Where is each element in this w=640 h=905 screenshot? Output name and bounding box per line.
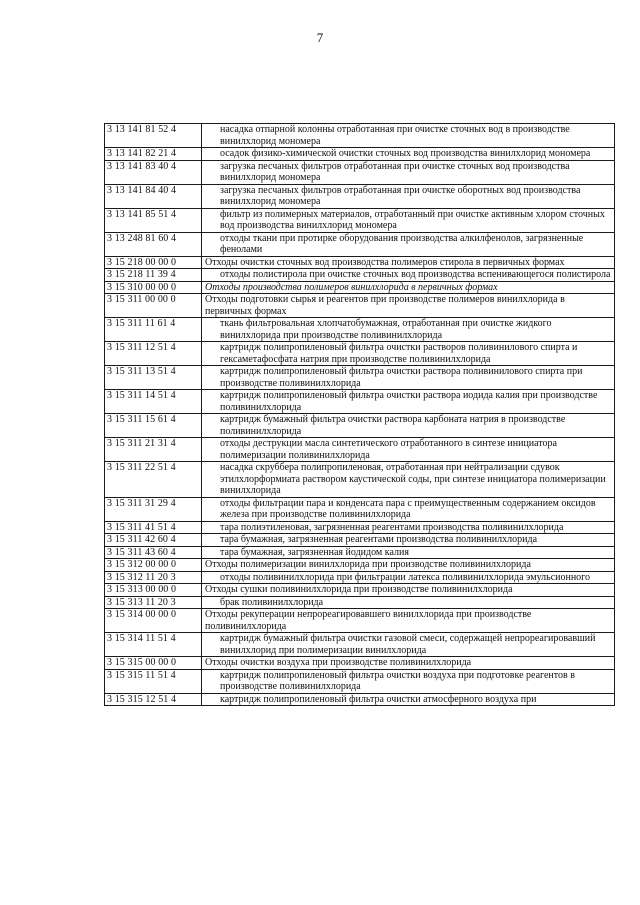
waste-classifier-table (104, 123, 615, 706)
table-row (105, 596, 615, 609)
waste-code-cell: 3 15 315 12 51 4 (105, 693, 202, 706)
waste-description-cell: картридж полипропиленовый фильтра очистки раствора иодида калия при производстве поливинилхлорида (202, 390, 615, 414)
table-row (105, 124, 615, 148)
waste-code-cell: 3 15 218 11 39 4 (105, 269, 202, 282)
waste-description-cell: отходы ткани при протирке оборудования производства алкилфенолов, загрязненные фенолами (202, 232, 615, 256)
waste-description-cell: картридж полипропиленовый фильтра очистки растворов поливинилового спирта и гексаметафосфата натрия при производстве поливинилхлорида (202, 342, 615, 366)
table-row (105, 366, 615, 390)
table-row (105, 462, 615, 498)
table-row (105, 148, 615, 161)
waste-code-cell: 3 15 311 42 60 4 (105, 534, 202, 547)
table-row (105, 584, 615, 597)
table-row (105, 342, 615, 366)
waste-code-cell: 3 13 248 81 60 4 (105, 232, 202, 256)
waste-code-cell: 3 15 315 11 51 4 (105, 669, 202, 693)
waste-code-cell: 3 13 141 81 52 4 (105, 124, 202, 148)
waste-description-cell: загрузка песчаных фильтров отработанная при очистке оборотных вод производства винилхлорид мономера (202, 184, 615, 208)
waste-description-cell: картридж бумажный фильтра очистки раствора карбоната натрия в производстве поливинилхлорида (202, 414, 615, 438)
waste-code-cell: 3 15 311 41 51 4 (105, 521, 202, 534)
table-row (105, 390, 615, 414)
table-row (105, 546, 615, 559)
waste-description-cell: брак поливинилхлорида (202, 596, 615, 609)
waste-code-cell: 3 15 313 00 00 0 (105, 584, 202, 597)
table-row (105, 318, 615, 342)
table-body (105, 124, 615, 706)
waste-code-cell: 3 15 311 00 00 0 (105, 294, 202, 318)
waste-code-cell: 3 13 141 82 21 4 (105, 148, 202, 161)
table-row (105, 609, 615, 633)
table-row (105, 160, 615, 184)
table-row (105, 414, 615, 438)
waste-code-cell: 3 15 312 11 20 3 (105, 571, 202, 584)
waste-code-cell: 3 15 311 14 51 4 (105, 390, 202, 414)
waste-code-cell: 3 13 141 85 51 4 (105, 208, 202, 232)
waste-description-cell: картридж полипропиленовый фильтра очистки воздуха при подготовке реагентов в производстве поливинилхлорида (202, 669, 615, 693)
waste-code-cell: 3 15 314 00 00 0 (105, 609, 202, 633)
waste-code-cell: 3 15 311 22 51 4 (105, 462, 202, 498)
waste-description-cell: отходы фильтрации пара и конденсата пара с преимущественным содержанием оксидов железа при производстве поливинилхлорида (202, 497, 615, 521)
waste-code-cell: 3 13 141 84 40 4 (105, 184, 202, 208)
waste-code-cell: 3 15 311 21 31 4 (105, 438, 202, 462)
table-row (105, 184, 615, 208)
table-row (105, 232, 615, 256)
waste-description-cell: насадка отпарной колонны отработанная при очистке сточных вод в производстве винилхлорид мономера (202, 124, 615, 148)
waste-code-cell: 3 15 315 00 00 0 (105, 657, 202, 670)
table-row (105, 269, 615, 282)
table-row (105, 497, 615, 521)
waste-description-cell: Отходы очистки воздуха при производстве поливинилхлорида (202, 657, 615, 670)
waste-description-cell: Отходы рекуперации непрореагировавшего винилхлорида при производстве поливинилхлорида (202, 609, 615, 633)
table-row (105, 256, 615, 269)
waste-description-cell: Отходы полимеризации винилхлорида при производстве поливинилхлорида (202, 559, 615, 572)
waste-description-cell: Отходы производства полимеров винилхлорида в первичных формах (202, 281, 615, 294)
table-row (105, 693, 615, 706)
waste-code-cell: 3 13 141 83 40 4 (105, 160, 202, 184)
waste-description-cell: Отходы очистки сточных вод производства полимеров стирола в первичных формах (202, 256, 615, 269)
waste-description-cell: картридж полипропиленовый фильтра очистки атмосферного воздуха при (202, 693, 615, 706)
waste-description-cell: насадка скруббера полипропиленовая, отработанная при нейтрализации сдувок этилхлорформиата раствором каустической соды, при синтезе инициатора полимеризации винилхлорида (202, 462, 615, 498)
waste-description-cell: фильтр из полимерных материалов, отработанный при очистке активным хлором сточных вод производства винилхлорид мономера (202, 208, 615, 232)
table-row (105, 438, 615, 462)
waste-code-cell: 3 15 312 00 00 0 (105, 559, 202, 572)
table-row (105, 521, 615, 534)
waste-description-cell: Отходы подготовки сырья и реагентов при производстве полимеров винилхлорида в первичных формах (202, 294, 615, 318)
table-row (105, 208, 615, 232)
waste-code-cell: 3 15 311 11 61 4 (105, 318, 202, 342)
waste-code-cell: 3 15 311 12 51 4 (105, 342, 202, 366)
table-row (105, 294, 615, 318)
waste-description-cell: ткань фильтровальная хлопчатобумажная, отработанная при очистке жидкого винилхлорида при производстве поливинилхлорида (202, 318, 615, 342)
waste-code-cell: 3 15 311 31 29 4 (105, 497, 202, 521)
table-row (105, 657, 615, 670)
table-row (105, 559, 615, 572)
waste-description-cell: загрузка песчаных фильтров отработанная при очистке сточных вод производства винилхлорид мономера (202, 160, 615, 184)
table-row (105, 281, 615, 294)
waste-description-cell: тара бумажная, загрязненная реагентами производства поливинилхлорида (202, 534, 615, 547)
waste-code-cell: 3 15 311 43 60 4 (105, 546, 202, 559)
table-row (105, 571, 615, 584)
waste-description-cell: тара полиэтиленовая, загрязненная реагентами производства поливинилхлорида (202, 521, 615, 534)
waste-description-cell: осадок физико-химической очистки сточных вод производства винилхлорид мономера (202, 148, 615, 161)
table-row (105, 633, 615, 657)
waste-description-cell: тара бумажная, загрязненная йодидом калия (202, 546, 615, 559)
waste-code-cell: 3 15 310 00 00 0 (105, 281, 202, 294)
waste-code-cell: 3 15 314 11 51 4 (105, 633, 202, 657)
page-number: 7 (316, 30, 324, 45)
table-row (105, 669, 615, 693)
waste-code-cell: 3 15 311 13 51 4 (105, 366, 202, 390)
waste-description-cell: картридж полипропиленовый фильтра очистки раствора поливинилового спирта при производстве поливинилхлорида (202, 366, 615, 390)
waste-code-cell: 3 15 313 11 20 3 (105, 596, 202, 609)
waste-description-cell: отходы поливинилхлорида при фильтрации латекса поливинилхлорида эмульсионного (202, 571, 615, 584)
waste-description-cell: отходы деструкции масла синтетического отработанного в синтезе инициатора полимеризации поливинилхлорида (202, 438, 615, 462)
waste-description-cell: Отходы сушки поливинилхлорида при производстве поливинилхлорида (202, 584, 615, 597)
waste-code-cell: 3 15 311 15 61 4 (105, 414, 202, 438)
table-row (105, 534, 615, 547)
waste-code-cell: 3 15 218 00 00 0 (105, 256, 202, 269)
waste-description-cell: картридж бумажный фильтра очистки газовой смеси, содержащей непрореагировавший винилхлорид при полимеризации винилхлорида (202, 633, 615, 657)
waste-description-cell: отходы полистирола при очистке сточных вод производства вспенивающегося полистирола (202, 269, 615, 282)
